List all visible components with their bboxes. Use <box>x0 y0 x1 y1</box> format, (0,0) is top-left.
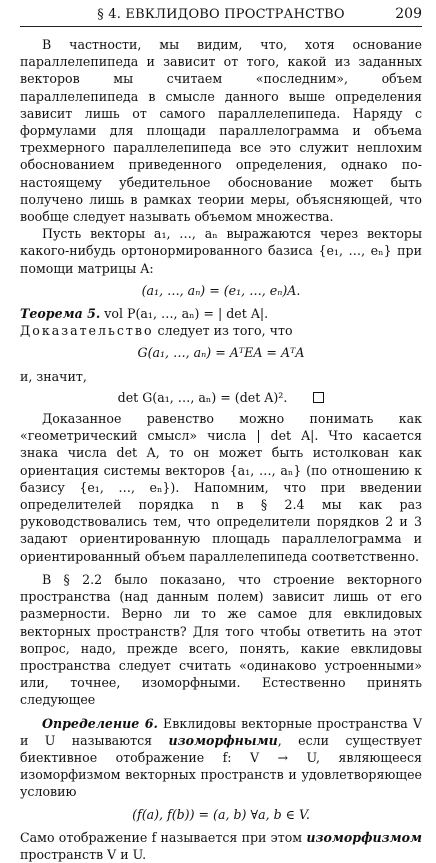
page-number: 209 <box>395 6 422 22</box>
paragraph-isomorphism-name <box>20 829 422 863</box>
theorem-statement: vol P(a₁, …, aₙ) = | det A|. <box>100 306 269 322</box>
paragraph-volume-remark: В частности, мы видим, что, хотя основание параллелепипеда и зависит от того, какой из заданных векторов мы считаем «последним», объем параллелепипеда в смысле данного выше определения зависит лишь от самого параллелепипеда. Наряду с формулами для площади параллелограмма и объема трехмерного параллелепипеда все это служит неплохим обоснованием приведенного определения, однако по-настоящему убедительное обоснование может быть получено лишь в рамках теории меры, объясняющей, что вообще следует называть объемом множества. <box>20 37 422 225</box>
formula-basis-matrix: (a₁, …, aₙ) = (e₁, …, eₙ)A. <box>141 282 301 298</box>
definition-label: Определение 6. <box>42 715 158 731</box>
paragraph-vectors-basis: Пусть векторы a₁, …, aₙ выражаются через векторы какого-нибудь ортонормированного базиса {e₁, …, eₙ} при помощи матрицы A: <box>20 226 422 276</box>
theorem-label: Теорема 5. <box>20 306 101 322</box>
paragraph-geometric-meaning: Доказанное равенство можно понимать как «геометрический смысл» числа | det A|. Что касается знака числа det A, то он может быть истолкован как ориентация системы векторов {a₁, …, aₙ} (по отношению к базису {e₁, …, eₙ}). Напомним, что при введении определителей порядка n в § 2.4 мы как раз руководствовались тем, что определители порядков 2 и 3 задают ориентированную площадь параллелограмма и ориентированный объем параллелепипеда соответственно. <box>20 411 422 564</box>
definition-text-2: , если существует биективное отображение f: V → U, являющееся изоморфизмом векторных пространств и удовлетворяющее условию <box>20 732 422 800</box>
isomorphism-term: изоморфизмом <box>306 829 422 845</box>
formula-gram: G(a₁, …, aₙ) = AᵀEA = AᵀA <box>137 345 305 361</box>
isomorphism-text-b: пространств V и U. <box>20 846 147 862</box>
formula-det-gram <box>20 389 422 406</box>
definition-term: изоморфными <box>168 732 278 748</box>
running-head <box>20 4 422 27</box>
proof-text: следует из того, что <box>153 323 293 339</box>
formula-inner-product-preserved: (f(a), f(b)) = (a, b) ∀a, b ∈ V. <box>132 806 310 822</box>
proof-label: Доказательство <box>20 323 154 339</box>
theorem-5 <box>20 305 422 322</box>
qed-square-icon <box>313 392 324 403</box>
definition-text-1: Евклидовы векторные пространства V и U называются <box>20 715 422 748</box>
section-title: § 4. ЕВКЛИДОВО ПРОСТРАНСТВО <box>97 7 345 22</box>
page-body <box>20 36 422 863</box>
paragraph-isomorphism-question: В § 2.2 было показано, что строение векторного пространства (над данным полем) зависит лишь от его размерности. Верно ли то же самое для евклидовых векторных пространств? Для того чтобы ответить на этот вопрос, надо, прежде всего, понять, какие евклидовы пространства следует считать «одинаково устроенными» или, точнее, изоморфными. Естественно принять следующее <box>20 571 422 708</box>
isomorphism-text-a: Само отображение f называется при этом <box>20 829 307 845</box>
proof-intro <box>20 322 422 339</box>
definition-6 <box>20 715 422 801</box>
and-so-text: и, значит, <box>20 368 87 384</box>
formula-det-gram-text: det G(a₁, …, aₙ) = (det A)². <box>117 389 288 405</box>
